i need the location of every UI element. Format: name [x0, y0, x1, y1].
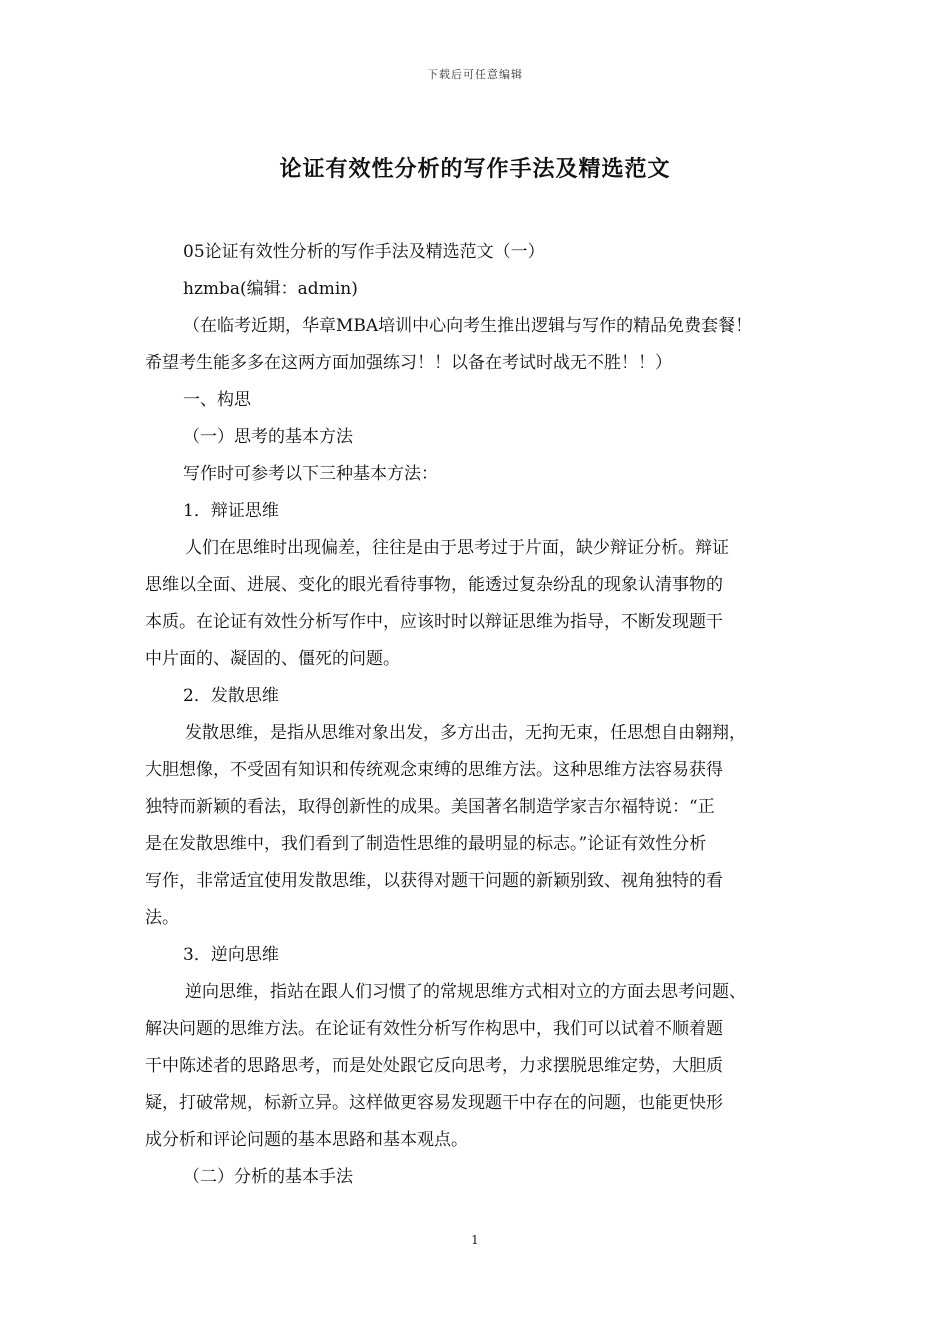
body-line: 人们在思维时出现偏差，往往是由于思考过于片面，缺少辩证分析。辩证 — [185, 538, 729, 558]
body-line: 中片面的、凝固的、僵死的问题。 — [145, 649, 400, 669]
body-line: 写作，非常适宜使用发散思维，以获得对题干问题的新颖别致、视角独特的看 — [145, 871, 723, 891]
document-title: 论证有效性分析的写作手法及精选范文 — [279, 157, 671, 182]
body-line: 3．逆向思维 — [183, 945, 279, 965]
body-line: 写作时可参考以下三种基本方法： — [183, 464, 438, 484]
body-line: 解决问题的思维方法。在论证有效性分析写作构思中，我们可以试着不顺着题 — [145, 1019, 723, 1039]
body-line: hzmba(编辑：admin) — [183, 279, 358, 299]
body-line: 独特而新颖的看法，取得创新性的成果。美国著名制造学家吉尔福特说：“正 — [145, 797, 715, 817]
body-line: 是在发散思维中，我们看到了制造性思维的最明显的标志。”论证有效性分析 — [145, 834, 707, 854]
body-line: 逆向思维，指站在跟人们习惯了的常规思维方式相对立的方面去思考问题、 — [185, 982, 746, 1002]
body-line: 思维以全面、进展、变化的眼光看待事物，能透过复杂纷乱的现象认清事物的 — [145, 575, 723, 595]
body-line: 干中陈述者的思路思考，而是处处跟它反向思考，力求摆脱思维定势，大胆质 — [145, 1056, 723, 1076]
body-line: 本质。在论证有效性分析写作中，应该时时以辩证思维为指导，不断发现题干 — [145, 612, 723, 632]
body-line: 2．发散思维 — [183, 686, 279, 706]
document-body — [145, 234, 815, 1196]
body-line: 05论证有效性分析的写作手法及精选范文（一） — [183, 242, 545, 262]
body-line: 疑，打破常规，标新立异。这样做更容易发现题干中存在的问题，也能更快形 — [145, 1093, 723, 1113]
page-number: 1 — [471, 1233, 479, 1247]
body-line: 成分析和评论问题的基本思路和基本观点。 — [145, 1130, 468, 1150]
body-line: （二）分析的基本手法 — [183, 1167, 353, 1187]
body-line: 发散思维，是指从思维对象出发，多方出击，无拘无束，任思想自由翱翔， — [185, 723, 746, 743]
body-line: 希望考生能多多在这两方面加强练习！！以备在考试时战无不胜！！） — [145, 353, 672, 373]
body-line: 法。 — [145, 908, 179, 928]
body-line: 一、构思 — [183, 390, 251, 410]
body-line: （在临考近期，华章MBA培训中心向考生推出逻辑与写作的精品免费套餐！ — [183, 316, 753, 336]
body-line: 1．辩证思维 — [183, 501, 279, 521]
body-line: 大胆想像，不受固有知识和传统观念束缚的思维方法。这种思维方法容易获得 — [145, 760, 723, 780]
body-line: （一）思考的基本方法 — [183, 427, 353, 447]
header-note: 下载后可任意编辑 — [427, 68, 523, 81]
